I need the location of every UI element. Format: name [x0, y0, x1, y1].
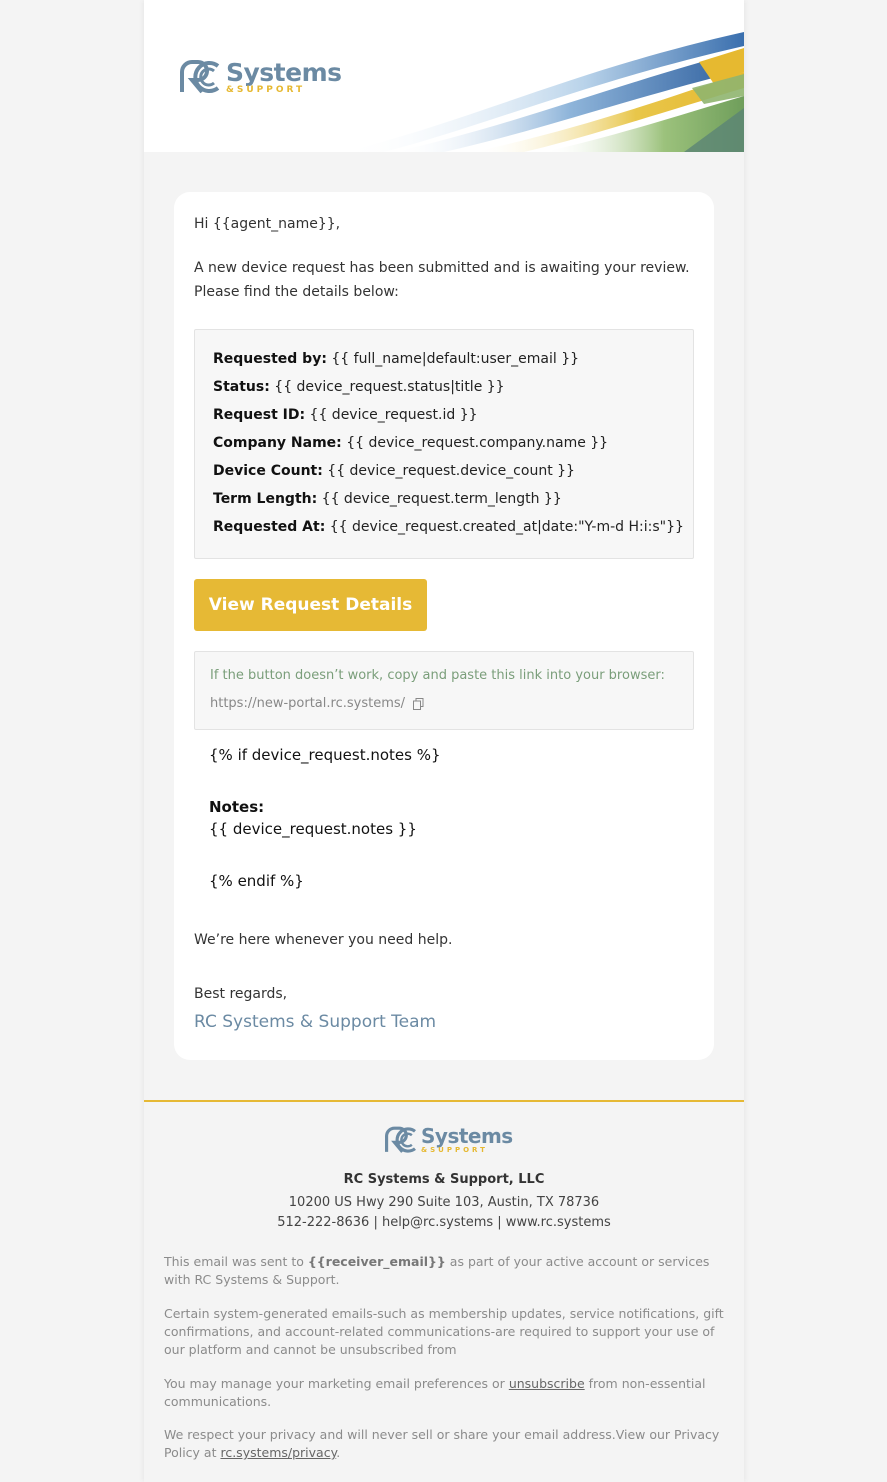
- footer-preferences-notice: [164, 1375, 724, 1411]
- notes-label: Notes:: [209, 798, 265, 816]
- view-request-details-button[interactable]: View Request Details: [194, 579, 427, 631]
- sent-prefix: This email was sent to: [164, 1254, 308, 1269]
- detail-row-status: [213, 379, 505, 395]
- prefs-prefix: You may manage your marketing email preferences or: [164, 1376, 509, 1391]
- signature-text: RC Systems & Support Team: [194, 1012, 437, 1032]
- email-container: [144, 0, 744, 1482]
- greeting-text: Hi {{agent_name}},: [194, 216, 341, 232]
- detail-row-company-name: [213, 435, 608, 451]
- detail-label: Requested At:: [213, 519, 326, 535]
- detail-row-term-length: [213, 491, 562, 507]
- footer-logo-wordmark: Systems: [421, 1124, 513, 1148]
- notes-endif-tag: {% endif %}: [209, 872, 304, 890]
- help-text: We’re here whenever you need help.: [194, 932, 453, 948]
- footer-company-name: RC Systems & Support, LLC: [343, 1172, 545, 1187]
- intro-line-1: A new device request has been submitted and is awaiting your review.: [194, 260, 690, 276]
- fallback-link-row: [210, 696, 424, 711]
- footer-privacy-notice: [164, 1426, 724, 1462]
- detail-value: {{ full_name|default:user_email }}: [331, 351, 580, 367]
- footer-divider: [144, 1100, 744, 1102]
- request-details-box: [194, 329, 694, 559]
- privacy-prefix: We respect your privacy and will never sell or share your email address.View our Privacy Policy at: [164, 1427, 720, 1460]
- detail-label: Requested by:: [213, 351, 327, 367]
- message-card: [174, 192, 714, 1060]
- detail-value: {{ device_request.term_length }}: [321, 491, 562, 507]
- detail-label: Status:: [213, 379, 270, 395]
- copy-icon[interactable]: [413, 698, 424, 710]
- detail-label: Request ID:: [213, 407, 306, 423]
- rc-logo-icon: [383, 1125, 417, 1155]
- notes-if-tag: {% if device_request.notes %}: [209, 746, 441, 764]
- footer-contact: 512-222-8636 | help@rc.systems | www.rc.systems: [277, 1215, 611, 1230]
- footer-logo[interactable]: [383, 1125, 513, 1155]
- intro-line-2: Please find the details below:: [194, 284, 399, 300]
- detail-row-requested-at: [213, 519, 684, 535]
- fallback-link-url[interactable]: https://new-portal.rc.systems/: [210, 696, 406, 711]
- footer-logo-subword: &SUPPORT: [421, 1146, 488, 1154]
- rc-logo-icon: [178, 58, 220, 96]
- unsubscribe-link[interactable]: unsubscribe: [508, 1376, 585, 1391]
- sent-suffix: as part of your active account or services with RC Systems & Support.: [164, 1254, 710, 1287]
- fallback-link-box: [194, 651, 694, 730]
- brand-logo[interactable]: [178, 58, 342, 96]
- detail-row-requested-by: [213, 351, 579, 367]
- detail-value: {{ device_request.id }}: [309, 407, 478, 423]
- detail-label: Company Name:: [213, 435, 342, 451]
- detail-label: Device Count:: [213, 463, 323, 479]
- detail-value: {{ device_request.created_at|date:"Y-m-d H:i:s"}}: [329, 519, 684, 535]
- logo-subword: &SUPPORT: [226, 84, 306, 95]
- prefs-suffix: from non-essential communications.: [164, 1376, 706, 1409]
- detail-value: {{ device_request.device_count }}: [327, 463, 575, 479]
- privacy-policy-link[interactable]: rc.systems/privacy: [220, 1445, 337, 1460]
- detail-row-device-count: [213, 463, 575, 479]
- footer-required-notice: Certain system-generated emails-such as membership updates, service notifications, gift confirmations, and account-related communications-are required to support your use of our platform and cannot be unsubscribed from: [164, 1306, 724, 1357]
- privacy-suffix: .: [336, 1445, 341, 1460]
- detail-value: {{ device_request.company.name }}: [346, 435, 609, 451]
- fallback-link-hint: If the button doesn’t work, copy and paste this link into your browser:: [210, 668, 665, 683]
- footer-sent-notice: [164, 1253, 724, 1289]
- footer-address: 10200 US Hwy 290 Suite 103, Austin, TX 78736: [288, 1195, 600, 1210]
- notes-value: {{ device_request.notes }}: [209, 820, 417, 838]
- detail-row-request-id: [213, 407, 478, 423]
- logo-wordmark: Systems: [226, 57, 342, 87]
- detail-label: Term Length:: [213, 491, 318, 507]
- email-header: [144, 0, 744, 152]
- closing-text: Best regards,: [194, 986, 288, 1002]
- receiver-email: {{receiver_email}}: [307, 1254, 446, 1269]
- detail-value: {{ device_request.status|title }}: [274, 379, 505, 395]
